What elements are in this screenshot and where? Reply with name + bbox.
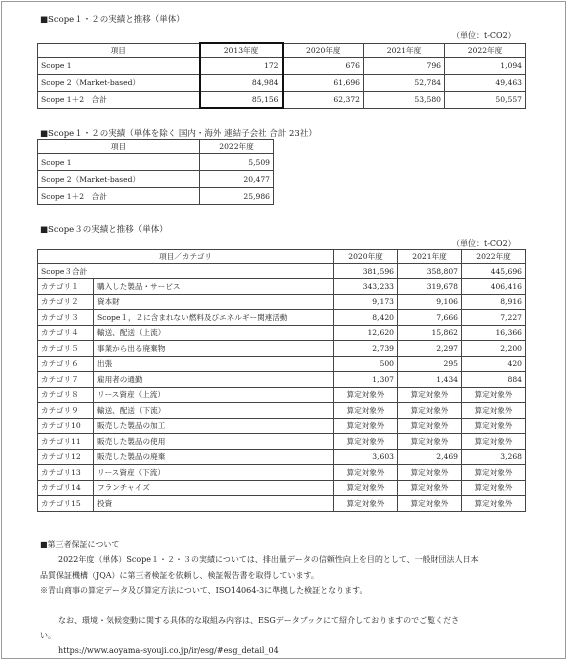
value-cell: 3,603 <box>334 449 398 465</box>
value-cell: 5,509 <box>200 154 274 171</box>
value-cell: 420 <box>462 356 526 372</box>
value-cell: 1,307 <box>334 372 398 388</box>
table-row <box>38 465 526 481</box>
table-header-row <box>38 250 526 264</box>
value-cell: 61,696 <box>283 74 364 91</box>
value-cell: 算定対象外 <box>398 480 462 496</box>
esg-note: なお、環境・気候変動に関する具体的な取組み内容は、ESGデータブックにて紹介しておりますのでご覧くださ <box>58 616 460 625</box>
value-cell: 53,580 <box>364 91 445 108</box>
assurance-text: 品質保証機構（JQA）に第三者検証を依頼し、検証報告書を取得しています。 <box>40 571 319 580</box>
value-cell: 445,696 <box>462 264 526 279</box>
value-cell: 50,557 <box>445 91 526 108</box>
table-row <box>38 403 526 419</box>
category-description: 販売した製品の加工 <box>94 418 334 434</box>
scope12-unit-label: （単位：t-CO2） <box>452 31 516 40</box>
header-cell: 項目 <box>38 43 200 57</box>
value-cell: 算定対象外 <box>334 418 398 434</box>
value-cell: 算定対象外 <box>398 465 462 481</box>
category-description: 資本財 <box>94 294 334 310</box>
value-cell: 15,862 <box>398 325 462 341</box>
value-cell: 20,477 <box>200 171 274 188</box>
value-cell: 算定対象外 <box>462 434 526 450</box>
value-cell: 算定対象外 <box>462 480 526 496</box>
value-cell: 12,620 <box>334 325 398 341</box>
value-cell: 算定対象外 <box>334 496 398 512</box>
value-cell: 算定対象外 <box>462 418 526 434</box>
value-cell: 算定対象外 <box>398 434 462 450</box>
value-cell: 62,372 <box>283 91 364 108</box>
value-cell: 9,106 <box>398 294 462 310</box>
category-label: カテゴリ12 <box>38 449 94 465</box>
value-cell: 算定対象外 <box>334 403 398 419</box>
table-row <box>38 496 526 512</box>
value-cell: 算定対象外 <box>462 403 526 419</box>
category-description: 出張 <box>94 356 334 372</box>
value-cell: 406,416 <box>462 279 526 295</box>
table-row <box>38 418 526 434</box>
table-row <box>38 434 526 450</box>
header-cell: 2022年度 <box>462 250 526 264</box>
table-row <box>38 57 526 74</box>
value-cell: 25,986 <box>200 188 274 205</box>
value-cell: 16,366 <box>462 325 526 341</box>
value-cell: 算定対象外 <box>334 434 398 450</box>
value-cell: 358,807 <box>398 264 462 279</box>
subsidiaries-table <box>37 139 274 205</box>
value-cell: 172 <box>200 57 283 74</box>
category-description: 輸送、配送（上流） <box>94 325 334 341</box>
table-row <box>38 171 274 188</box>
category-label: カテゴリ４ <box>38 325 94 341</box>
category-label: カテゴリ９ <box>38 403 94 419</box>
header-cell: 2020年度 <box>283 43 364 57</box>
value-cell: 343,233 <box>334 279 398 295</box>
value-cell: 算定対象外 <box>398 496 462 512</box>
value-cell: 2,469 <box>398 449 462 465</box>
value-cell: 算定対象外 <box>334 480 398 496</box>
category-label: カテゴリ３ <box>38 310 94 326</box>
table-row <box>38 341 526 357</box>
value-cell: 算定対象外 <box>462 496 526 512</box>
row-label: Scope３合計 <box>38 264 334 279</box>
category-description: 輸送、配送（下流） <box>94 403 334 419</box>
category-description: 事業から出る廃棄物 <box>94 341 334 357</box>
value-cell: 884 <box>462 372 526 388</box>
value-cell: 算定対象外 <box>398 418 462 434</box>
value-cell: 算定対象外 <box>462 465 526 481</box>
value-cell: 2,739 <box>334 341 398 357</box>
scope3-unit-label: （単位：t-CO2） <box>452 239 516 248</box>
category-description: Scope１，２に含まれない燃料及びエネルギー関連活動 <box>94 310 334 326</box>
scope12-trend-heading: ■Scope１・２の実績と推移（単体） <box>40 15 185 25</box>
category-label: カテゴリ11 <box>38 434 94 450</box>
header-cell: 2021年度 <box>364 43 445 57</box>
row-label: Scope 1 <box>38 154 200 171</box>
scope3-heading: ■Scope３の実績と推移（単体） <box>40 225 168 235</box>
header-cell: 項目／カテゴリ <box>38 250 334 264</box>
table-row <box>38 279 526 295</box>
category-description: 購入した製品・サービス <box>94 279 334 295</box>
table-row <box>38 356 526 372</box>
value-cell: 算定対象外 <box>398 387 462 403</box>
scope3-table <box>37 249 526 512</box>
table-row <box>38 74 526 91</box>
table-row <box>38 372 526 388</box>
category-label: カテゴリ13 <box>38 465 94 481</box>
value-cell: 52,784 <box>364 74 445 91</box>
table-row-total <box>38 91 526 108</box>
table-header-row <box>38 140 274 154</box>
value-cell: 295 <box>398 356 462 372</box>
value-cell: 49,463 <box>445 74 526 91</box>
header-cell: 2021年度 <box>398 250 462 264</box>
table-row <box>38 449 526 465</box>
value-cell: 796 <box>364 57 445 74</box>
value-cell: 319,678 <box>398 279 462 295</box>
value-cell: 1,434 <box>398 372 462 388</box>
table-row <box>38 325 526 341</box>
table-row <box>38 310 526 326</box>
subsidiaries-heading: ■Scope１・２の実績（単体を除く 国内・海外 連結子会社 合計 23社） <box>40 129 317 139</box>
category-label: カテゴリ14 <box>38 480 94 496</box>
value-cell: 2,297 <box>398 341 462 357</box>
value-cell: 9,173 <box>334 294 398 310</box>
category-label: カテゴリ15 <box>38 496 94 512</box>
table-row-total <box>38 188 274 205</box>
assurance-footnote: ※青山商事の算定データ及び算定方法について、ISO14064-3に準拠した検証となります。 <box>40 586 368 595</box>
assurance-heading: ■第三者保証について <box>40 540 120 549</box>
esg-note: い。 <box>40 631 56 640</box>
category-label: カテゴリ８ <box>38 387 94 403</box>
header-cell: 2022年度 <box>200 140 274 154</box>
value-cell: 算定対象外 <box>334 465 398 481</box>
table-row <box>38 480 526 496</box>
table-row-total <box>38 264 526 279</box>
category-description: 投資 <box>94 496 334 512</box>
header-cell: 2020年度 <box>334 250 398 264</box>
assurance-text: 2022年度（単体）Scope１・２・３の実績については、排出量データの信頼性向上を目的として、一般財団法人日本 <box>58 555 479 564</box>
header-cell: 2022年度 <box>445 43 526 57</box>
table-row <box>38 294 526 310</box>
value-cell: 1,094 <box>445 57 526 74</box>
value-cell: 算定対象外 <box>398 403 462 419</box>
table-row <box>38 387 526 403</box>
header-cell-baseline-year: 2013年度 <box>200 43 283 57</box>
category-description: フランチャイズ <box>94 480 334 496</box>
value-cell: 676 <box>283 57 364 74</box>
category-label: カテゴリ７ <box>38 372 94 388</box>
row-label: Scope 1＋2 合計 <box>38 91 200 108</box>
category-description: リース資産（下流） <box>94 465 334 481</box>
value-cell: 8,420 <box>334 310 398 326</box>
category-label: カテゴリ10 <box>38 418 94 434</box>
value-cell: 8,916 <box>462 294 526 310</box>
category-description: リース資産（上流） <box>94 387 334 403</box>
category-label: カテゴリ１ <box>38 279 94 295</box>
value-cell: 84,984 <box>200 74 283 91</box>
scope12-trend-table <box>37 42 526 109</box>
table-row <box>38 154 274 171</box>
value-cell: 7,666 <box>398 310 462 326</box>
value-cell: 算定対象外 <box>334 387 398 403</box>
value-cell: 381,596 <box>334 264 398 279</box>
category-description: 販売した製品の廃棄 <box>94 449 334 465</box>
table-header-row <box>38 43 526 57</box>
value-cell: 85,156 <box>200 91 283 108</box>
category-label: カテゴリ２ <box>38 294 94 310</box>
row-label: Scope 1＋2 合計 <box>38 188 200 205</box>
category-description: 雇用者の通勤 <box>94 372 334 388</box>
row-label: Scope 1 <box>38 57 200 74</box>
row-label: Scope 2（Market-based） <box>38 171 200 188</box>
value-cell: 3,268 <box>462 449 526 465</box>
category-label: カテゴリ６ <box>38 356 94 372</box>
value-cell: 2,200 <box>462 341 526 357</box>
header-cell: 項目 <box>38 140 200 154</box>
row-label: Scope 2（Market-based） <box>38 74 200 91</box>
value-cell: 7,227 <box>462 310 526 326</box>
value-cell: 算定対象外 <box>462 387 526 403</box>
esg-databook-link[interactable]: https://www.aoyama-syouji.co.jp/ir/esg/#esg_detail_04 <box>58 646 279 655</box>
scope3-category-rows <box>38 279 526 512</box>
category-label: カテゴリ５ <box>38 341 94 357</box>
value-cell: 500 <box>334 356 398 372</box>
category-description: 販売した製品の使用 <box>94 434 334 450</box>
